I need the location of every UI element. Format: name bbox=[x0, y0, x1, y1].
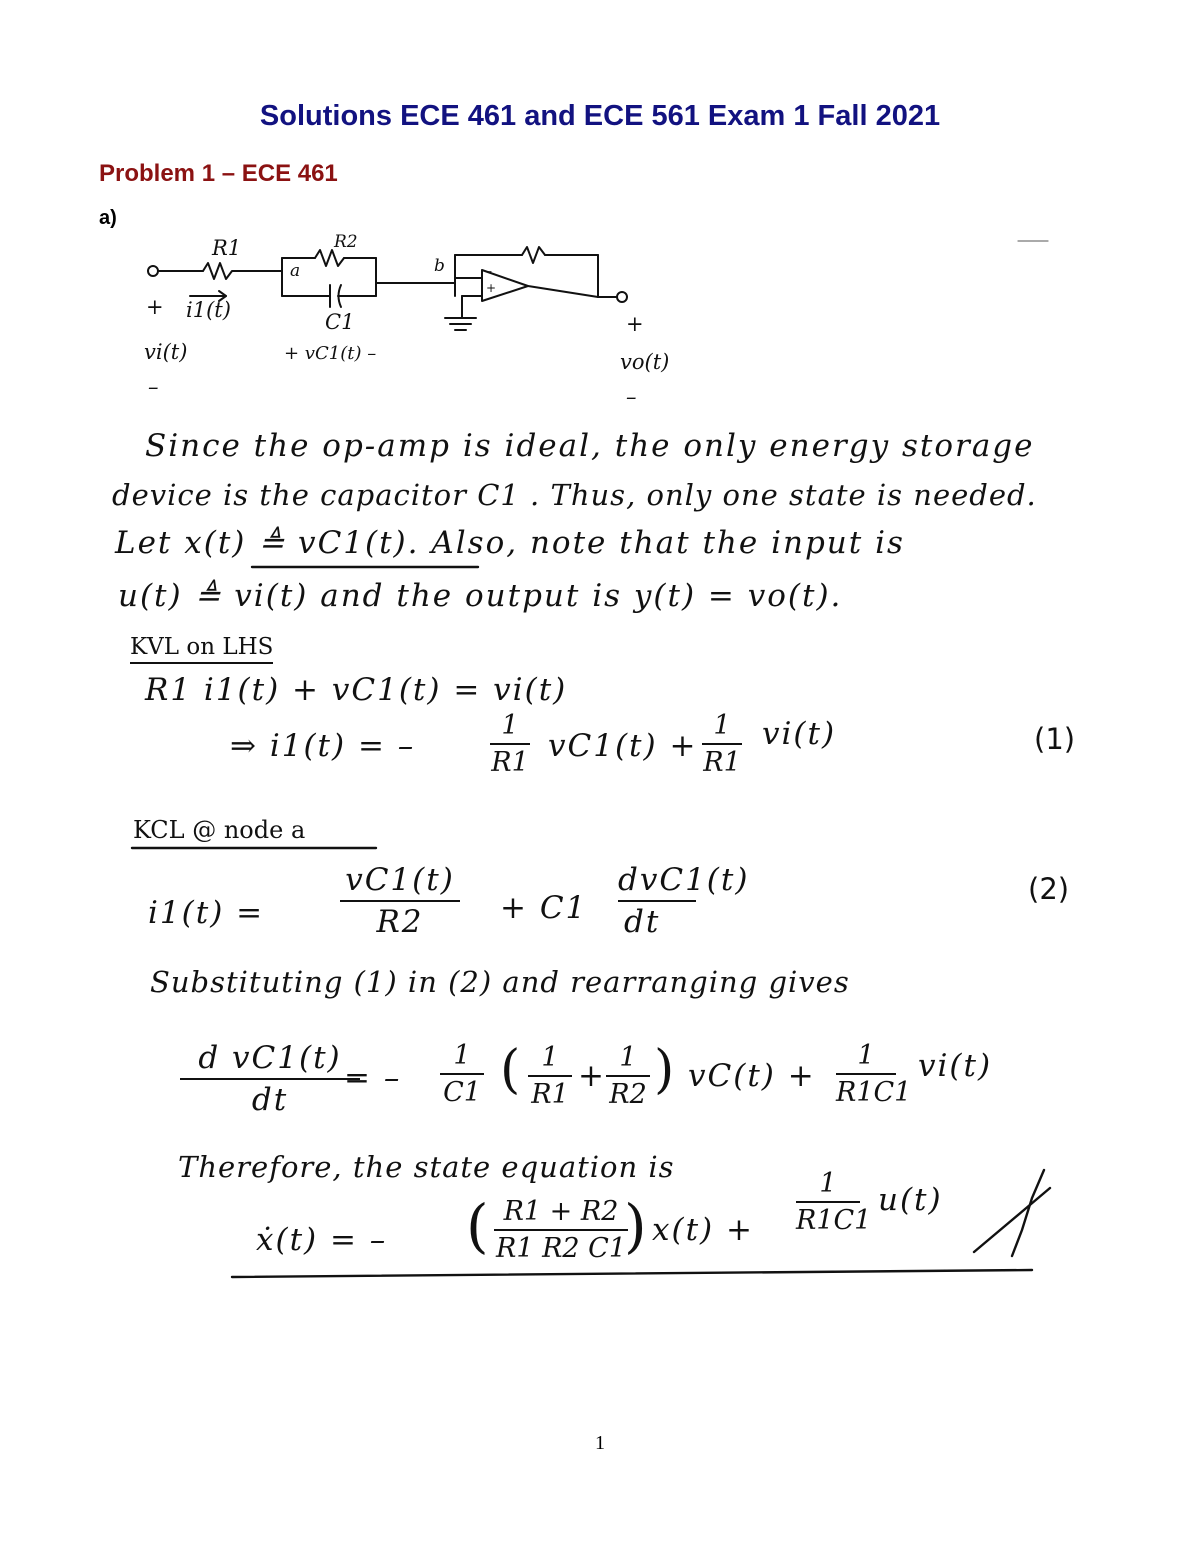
capacitor-plate-2 bbox=[339, 285, 342, 307]
eq2-tag: (2) bbox=[1028, 872, 1070, 906]
state-frac2-num: 1 bbox=[819, 1168, 837, 1199]
eq2-frac2-num: dvC1(t) bbox=[618, 862, 750, 898]
eq3-fraction-r2 bbox=[606, 1042, 650, 1110]
label-in-voltage: vi(t) bbox=[144, 340, 188, 364]
substitution-text: Substituting (1) in (2) and rearranging gives bbox=[150, 965, 850, 999]
eq1-mid: vC1(t) + bbox=[548, 728, 698, 764]
therefore-text: Therefore, the state equation is bbox=[178, 1150, 675, 1184]
eq1-frac2-den: R1 bbox=[703, 747, 741, 778]
state-frac-den: R1 R2 C1 bbox=[495, 1233, 627, 1264]
eq3-paren-close: ) bbox=[654, 1040, 675, 1100]
eq2-fraction-2 bbox=[618, 862, 748, 940]
state-end: u(t) bbox=[878, 1182, 943, 1218]
output-terminal bbox=[617, 292, 627, 302]
eq3-frac-den: dt bbox=[251, 1082, 289, 1118]
eq3-r1-num: 1 bbox=[541, 1042, 559, 1073]
eq1-fraction-2 bbox=[702, 710, 742, 778]
eq3-paren-open: ( bbox=[500, 1040, 521, 1100]
eq3-fraction-lhs bbox=[180, 1040, 360, 1118]
state-frac2-den: R1C1 bbox=[796, 1205, 872, 1236]
eq3-rc-num: 1 bbox=[857, 1040, 875, 1071]
part-label: a) bbox=[99, 207, 117, 229]
label-c1: C1 bbox=[325, 310, 355, 334]
kvl-equation: R1 i1(t) + vC1(t) = vi(t) bbox=[145, 672, 568, 708]
eq1-end: vi(t) bbox=[762, 716, 837, 752]
problem-heading: Problem 1 – ECE 461 bbox=[99, 160, 338, 187]
eq1-frac2-num: 1 bbox=[713, 710, 731, 741]
eq2-lhs: i1(t) = bbox=[148, 895, 265, 931]
page-title: Solutions ECE 461 and ECE 561 Exam 1 Fall 2021 bbox=[259, 100, 941, 132]
resistor-r2 bbox=[315, 250, 344, 266]
eq3-r2-num: 1 bbox=[619, 1042, 637, 1073]
label-out-minus: – bbox=[626, 385, 637, 409]
label-opamp-minus: – bbox=[486, 264, 492, 278]
label-out-plus: + bbox=[626, 312, 644, 336]
label-in-minus: – bbox=[148, 375, 159, 399]
eq3-vc: vC(t) + bbox=[688, 1058, 816, 1094]
eq3-fraction-rc bbox=[836, 1040, 912, 1108]
label-node-a: a bbox=[290, 261, 301, 281]
input-terminal bbox=[148, 266, 158, 276]
eq3-frac-num: d vC1(t) bbox=[198, 1040, 342, 1076]
eq3-fraction-c bbox=[440, 1040, 484, 1108]
eq2-fraction-1 bbox=[340, 862, 460, 940]
eq3-end: vi(t) bbox=[918, 1048, 993, 1084]
eq2-plus-c1: + C1 bbox=[500, 890, 588, 926]
label-out-voltage: vo(t) bbox=[620, 350, 670, 374]
label-in-current: i1(t) bbox=[186, 298, 231, 322]
state-frac-num: R1 + R2 bbox=[503, 1196, 619, 1227]
label-in-plus: + bbox=[146, 295, 164, 319]
state-fraction bbox=[494, 1196, 628, 1264]
eq3-rc-den: R1C1 bbox=[836, 1077, 912, 1108]
page-number: 1 bbox=[595, 1432, 605, 1454]
label-r2: R2 bbox=[334, 232, 358, 252]
state-fraction-2 bbox=[796, 1168, 872, 1236]
eq1-tag: (1) bbox=[1034, 722, 1076, 756]
eq3-r2-den: R2 bbox=[609, 1079, 647, 1110]
label-opamp-plus: + bbox=[486, 281, 497, 295]
eq2-frac1-num: vC1(t) bbox=[345, 862, 455, 898]
eq1-lhs: ⇒ i1(t) = – bbox=[230, 728, 416, 764]
eq3-plus: + bbox=[578, 1058, 606, 1094]
text-line-4: u(t) ≜ vi(t) and the output is y(t) = vo(t). bbox=[118, 578, 843, 614]
resistor-feedback bbox=[522, 247, 545, 263]
state-paren-close: ) bbox=[624, 1192, 647, 1260]
kvl-heading: KVL on LHS bbox=[130, 634, 273, 664]
kcl-heading: KCL @ node a bbox=[133, 816, 306, 844]
text-line-1: Since the op-amp is ideal, the only energy storage bbox=[145, 428, 1035, 464]
resistor-r1 bbox=[203, 263, 275, 279]
eq3-c-num: 1 bbox=[453, 1040, 471, 1071]
label-node-b: b bbox=[434, 256, 445, 276]
eq1-frac1-num: 1 bbox=[501, 710, 519, 741]
state-paren-open: ( bbox=[466, 1192, 489, 1260]
label-cap-voltage: + vC1(t) – bbox=[284, 343, 377, 364]
eq1-fraction-1 bbox=[490, 710, 530, 778]
text-line-3: Let x(t) ≜ vC1(t). Also, note that the input is bbox=[115, 525, 905, 561]
eq3-equals: = – bbox=[344, 1060, 402, 1096]
label-r1: R1 bbox=[212, 236, 242, 260]
eq2-frac2-den: dt bbox=[624, 904, 661, 940]
text-line-2: device is the capacitor C1 . Thus, only one state is needed. bbox=[112, 478, 1037, 512]
eq1-frac1-den: R1 bbox=[491, 747, 529, 778]
eq3-r1-den: R1 bbox=[531, 1079, 569, 1110]
state-lhs: ẋ(t) = – bbox=[256, 1222, 388, 1258]
eq3-fraction-r1 bbox=[528, 1042, 572, 1110]
state-mid: x(t) + bbox=[652, 1212, 754, 1248]
eq3-c-den: C1 bbox=[443, 1077, 481, 1108]
eq2-frac1-den: R2 bbox=[376, 904, 424, 940]
